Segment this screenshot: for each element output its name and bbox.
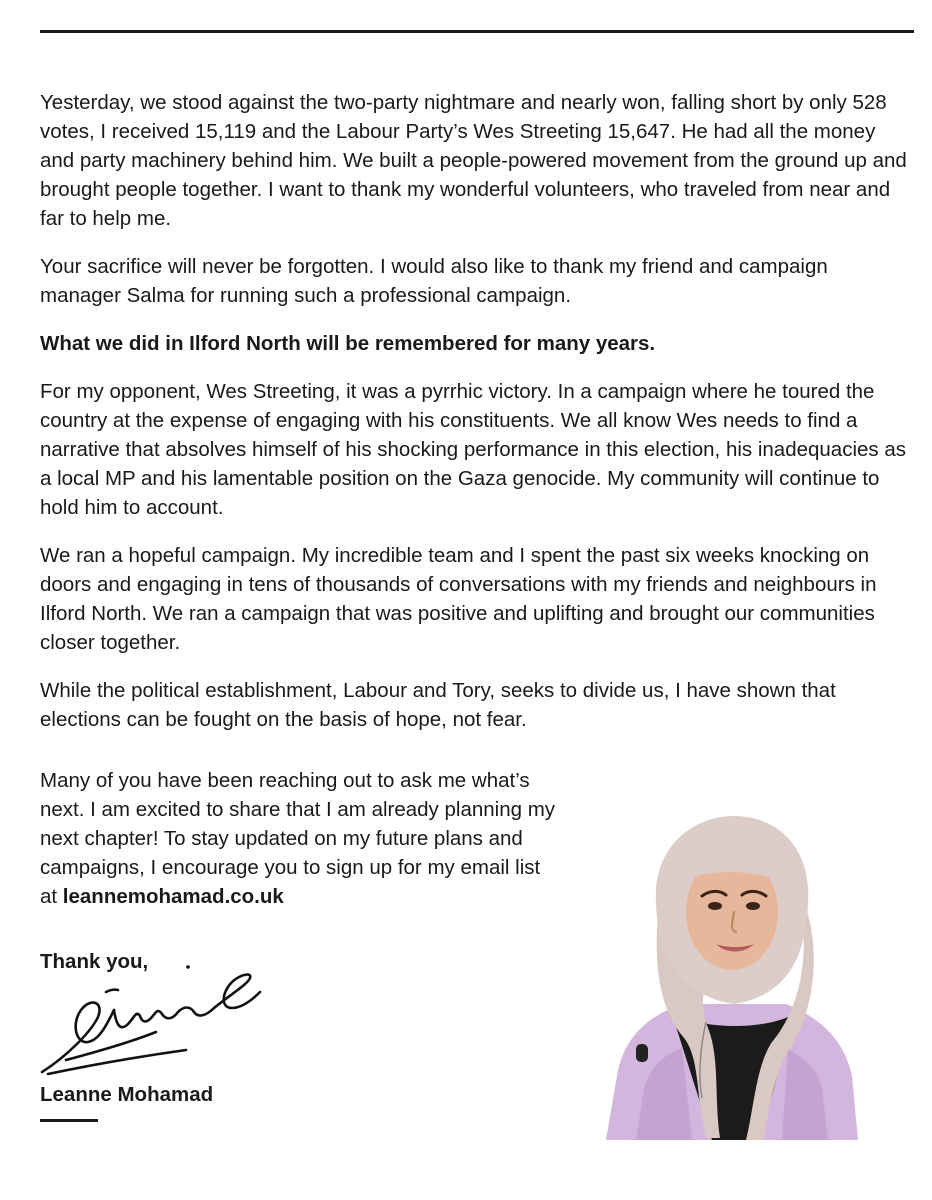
paragraph-highlight: What we did in Ilford North will be remembered for many years. xyxy=(40,332,656,355)
paragraph-next-steps xyxy=(40,766,560,911)
letter-body xyxy=(40,88,910,753)
sign-off: Thank you, xyxy=(40,950,149,973)
paragraph-opponent: For my opponent, Wes Streeting, it was a pyrrhic victory. In a campaign where he toured the country at the expense of engaging with his constituents. We all know Wes needs to find a narrative that absolves himself of his shocking performance in this election, his inadequacies as a local MP and his lamentable position on the Gaza genocide. My community will continue to hold him to account. xyxy=(40,380,907,519)
paragraph-campaign: We ran a hopeful campaign. My incredible team and I spent the past six weeks knocking on doors and engaging in tens of thousands of conversations with my friends and neighbours in Ilford North. We ran a campaign that was positive and uplifting and brought our communities closer together. xyxy=(40,544,877,654)
paragraph-thanks: Your sacrifice will never be forgotten. I would also like to thank my friend and campaign manager Salma for running such a professional campaign. xyxy=(40,255,828,307)
paragraph-result: Yesterday, we stood against the two-party nightmare and nearly won, falling short by only 528 votes, I received 15,119 and the Labour Party’s Wes Streeting 15,647. He had all the money and party machinery behind him. We built a people-powered movement from the ground up and brought people together. I want to thank my wonderful volunteers, who traveled from near and far to help me. xyxy=(40,91,907,230)
top-divider xyxy=(40,30,914,33)
portrait-photo xyxy=(596,808,872,1140)
signature-image xyxy=(36,962,266,1082)
paragraph-establishment: While the political establishment, Labour and Tory, seeks to divide us, I have shown that elections can be fought on the basis of hope, not fear. xyxy=(40,679,836,731)
author-name: Leanne Mohamad xyxy=(40,1083,214,1106)
website-link[interactable]: leannemohamad.co.uk xyxy=(62,885,284,908)
next-steps-text: Many of you have been reaching out to ask me what’s next. I am excited to share that I am already planning my next chapter! To stay updated on my future plans and campaigns, I encourage you to sign up for my email list at xyxy=(40,769,556,908)
name-underline xyxy=(40,1119,98,1122)
